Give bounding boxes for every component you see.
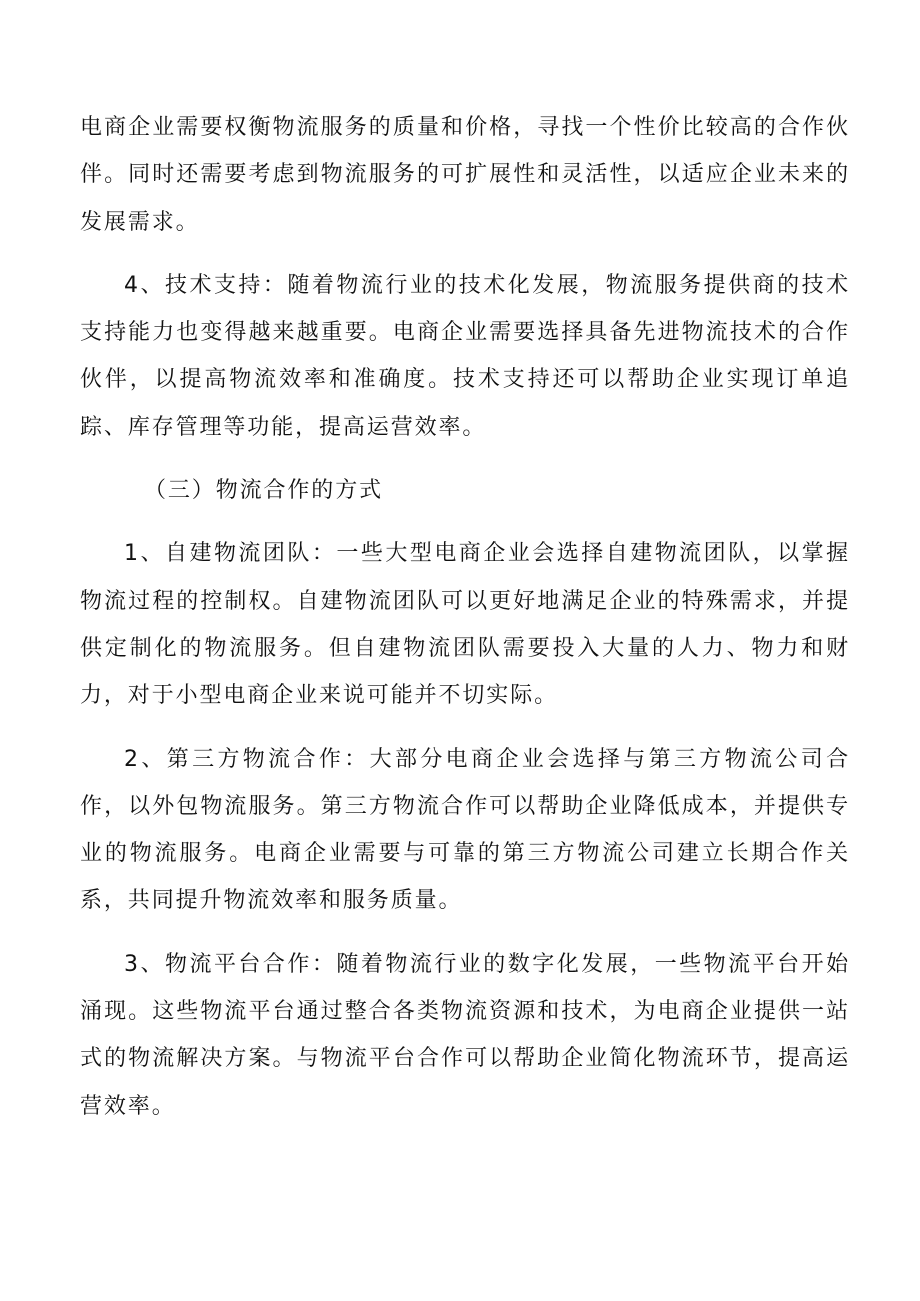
document-body	[80, 104, 850, 1146]
paragraph-self-built-logistics: 1、自建物流团队：一些大型电商企业会选择自建物流团队，以掌握物流过程的控制权。自建物流团队可以更好地满足企业的特殊需求，并提供定制化的物流服务。但自建物流团队需要投入大量的人力、物力和财力，对于小型电商企业来说可能并不切实际。	[80, 541, 850, 709]
section-heading-cooperation-methods: （三）物流合作的方式	[144, 478, 384, 504]
paragraph-third-party-logistics: 2、第三方物流合作：大部分电商企业会选择与第三方物流公司合作，以外包物流服务。第三方物流合作可以帮助企业降低成本，并提供专业的物流服务。电商企业需要与可靠的第三方物流公司建立长期合作关系，共同提升物流效率和服务质量。	[80, 746, 850, 914]
paragraph-technical-support: 4、技术支持：随着物流行业的技术化发展，物流服务提供商的技术支持能力也变得越来越重要。电商企业需要选择具备先进物流技术的合作伙伴，以提高物流效率和准确度。技术支持还可以帮助企业实现订单追踪、库存管理等功能，提高运营效率。	[80, 272, 850, 440]
paragraph-continuation: 电商企业需要权衡物流服务的质量和价格，寻找一个性价比较高的合作伙伴。同时还需要考虑到物流服务的可扩展性和灵活性，以适应企业未来的发展需求。	[80, 115, 850, 235]
paragraph-logistics-platform: 3、物流平台合作：随着物流行业的数字化发展，一些物流平台开始涌现。这些物流平台通过整合各类物流资源和技术，为电商企业提供一站式的物流解决方案。与物流平台合作可以帮助企业简化物流环节，提高运营效率。	[80, 951, 850, 1119]
